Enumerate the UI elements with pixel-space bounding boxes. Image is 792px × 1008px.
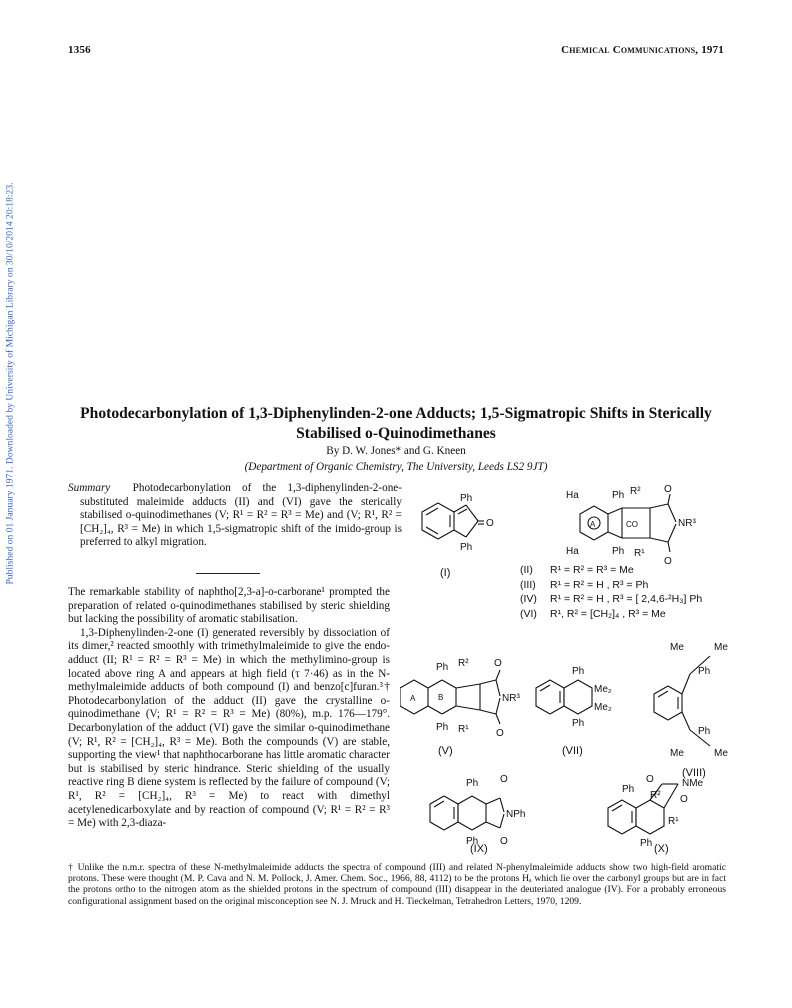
atom: R¹	[668, 816, 679, 827]
structure-IX	[430, 774, 525, 855]
atom: Ph	[466, 836, 479, 847]
paragraph-1: The remarkable stability of naphtho[2,3-a]-o-carborane¹ prompted the preparation of related o-quinodimethanes stabilised by steric shielding but lacking the possibility of aromatic stabilisation.	[68, 586, 390, 626]
legend-num: (IV)	[520, 593, 537, 606]
byline: By D. W. Jones* and G. Kneen	[326, 445, 466, 457]
atom: R¹	[634, 548, 645, 559]
atom: R²	[650, 790, 661, 801]
legend-num: (III)	[520, 578, 536, 591]
summary-label: Summary	[68, 482, 111, 494]
structure-V	[400, 658, 520, 757]
structure-II	[566, 484, 696, 567]
download-note[interactable]: Published on 01 January 1971. Downloaded by University of Michigan Library on 30/10/2014 20:18:23.	[4, 182, 16, 585]
structure-label: (X)	[654, 843, 669, 855]
legend-row	[520, 578, 760, 593]
structures-panel	[400, 484, 760, 856]
page-number: 1356	[68, 44, 91, 56]
atom: Ph	[612, 490, 625, 501]
atom: Ph	[698, 726, 711, 737]
legend-num: (VI)	[520, 607, 537, 620]
atom: Me	[670, 642, 684, 653]
ring-label: A	[410, 694, 416, 703]
atom: Ph	[460, 542, 473, 553]
ring-label: B	[438, 693, 444, 702]
atom: O	[500, 836, 508, 847]
atom: Ph	[436, 662, 449, 673]
structure-VII	[536, 666, 612, 757]
ring-label: A	[590, 520, 596, 529]
legend-text: R¹ = R² = R³ = Me	[550, 564, 634, 576]
summary-text: Photodecarbonylation of the 1,3-diphenylinden-2-one-substituted maleimide adducts (II) and (VI) gave the sterically stabilised o-quinodimethanes (V; R¹ = R² = R³ = Me) and (V; R¹, R² = [CH₂]₄, R³ = Me) in which 1,5-sigmatropic shift of the imido-group is preferred to alkyl migration.	[80, 482, 402, 549]
atom: Me₂	[594, 702, 612, 713]
atom: Ph	[698, 666, 711, 677]
atom: NR³	[678, 518, 696, 529]
atom: O	[680, 794, 688, 805]
atom: O	[646, 774, 654, 785]
atom: R²	[458, 658, 469, 669]
structure-label: (IX)	[470, 843, 488, 855]
atom: Ph	[466, 778, 479, 789]
department: (Department of Organic Chemistry, The University, Leeds LS2 9JT)	[244, 461, 548, 473]
structure-X	[608, 774, 704, 855]
legend-num: (II)	[520, 564, 533, 576]
atom: Ph	[640, 838, 653, 849]
structure-label: (I)	[440, 567, 451, 579]
atom: O	[664, 484, 672, 495]
atom: Ph	[572, 718, 585, 729]
atom: NR³	[502, 693, 520, 704]
atom: O	[664, 556, 672, 567]
atom: Ha	[566, 546, 579, 557]
legend-row	[520, 592, 760, 607]
structure-VIII	[654, 642, 728, 779]
atom: CO	[626, 520, 638, 529]
atom: Ph	[436, 722, 449, 733]
structure-label: (VIII)	[682, 767, 706, 779]
structure-I	[422, 493, 494, 579]
atom: O	[494, 658, 502, 669]
body-text	[68, 586, 390, 831]
atom: Me₂	[594, 684, 612, 695]
summary	[68, 482, 402, 550]
atom: Me	[670, 748, 684, 759]
footnote: † Unlike the n.m.r. spectra of these N-methylmaleimide adducts the spectra of compound (III) and related N-phenylmaleimide adducts show two high-field aromatic protons. These were thought (M. P. Cava and N. M. Pollock, J. Amer. Chem. Soc., 1966, 88, 4112) to be the protons Hₐ which lie over the carbonyl groups but are in fact the protons ortho to the nitrogen atom as the shielded protons in the spectrum of compound (III) disappear in the deuteriated analogue (IV). For a probably erroneous configurational assignment based on the original misconception see N. J. Mruck and H. Tieckelman, Tetrahedron Letters, 1970, 1209.	[68, 862, 726, 907]
paragraph-2: 1,3-Diphenylinden-2-one (I) generated reversibly by dissociation of its dimer,² reacted smoothly with trimethylmaleimide to give the endo-adduct (II; R¹ = R² = R³ = Me) in which the methylimino-group is located above ring A and appears at high field (τ 7·46) as in the N-methylmaleimide adducts of both compound (I) and benzo[c]furan.³† Photodecarbonylation of the adduct (II) gave the crystalline o-quinodimethane (V; R¹ = R² = R³ = Me) (80%), m.p. 176—179°. Decarbonylation of the adduct (VI) gave the similar o-quinodimethane (V; R¹, R² = [CH₂]₄, R³ = Me). Both the compounds (V) are stable, supporting the view¹ that naphthocarborane has little aromatic character but is stabilised by steric hindrance. Steric shielding of the usually reactive ring B diene system is reflected by the failure of compound (V; R¹, R² = [CH₂]₄, R³ = Me) to react with dimethyl acetylenedicarboxylate and by reaction of compound (V; R¹ = R² = R³ = Me) with 2,3-diaza-	[68, 626, 390, 830]
substituent-legend	[520, 563, 760, 621]
legend-text: R¹, R² = [CH₂]₄ , R³ = Me	[550, 607, 666, 620]
atom: NMe	[682, 778, 704, 789]
atom: Ph	[612, 546, 625, 557]
atom: O	[486, 518, 494, 529]
atom: Ph	[460, 493, 473, 504]
atom: Ha	[566, 490, 579, 501]
atom: R¹	[458, 724, 469, 735]
atom: Ph	[572, 666, 585, 677]
atom: Me	[714, 642, 728, 653]
structures-svg	[400, 484, 760, 856]
atom: NPh	[506, 809, 526, 820]
structure-label: (VII)	[562, 745, 583, 757]
article-title: Photodecarbonylation of 1,3-Diphenylinden-2-one Adducts; 1,5-Sigmatropic Shifts in Sterically Stabilised o-Quinodimethanes	[80, 405, 712, 442]
legend-row	[520, 563, 760, 578]
legend-text: R¹ = R² = H , R³ = Ph	[550, 578, 649, 591]
atom: Ph	[622, 784, 635, 795]
structure-label: (V)	[438, 745, 453, 757]
legend-row	[520, 607, 760, 622]
divider	[196, 573, 260, 574]
atom: R²	[630, 486, 641, 497]
atom: O	[496, 728, 504, 739]
atom: O	[500, 774, 508, 785]
atom: Me	[714, 748, 728, 759]
legend-text: R¹ = R² = H , R³ = [ 2,4,6-²H₃] Ph	[550, 593, 703, 606]
journal-header: Chemical Communications, 1971	[561, 44, 724, 56]
download-sidebar[interactable]	[3, 120, 17, 650]
